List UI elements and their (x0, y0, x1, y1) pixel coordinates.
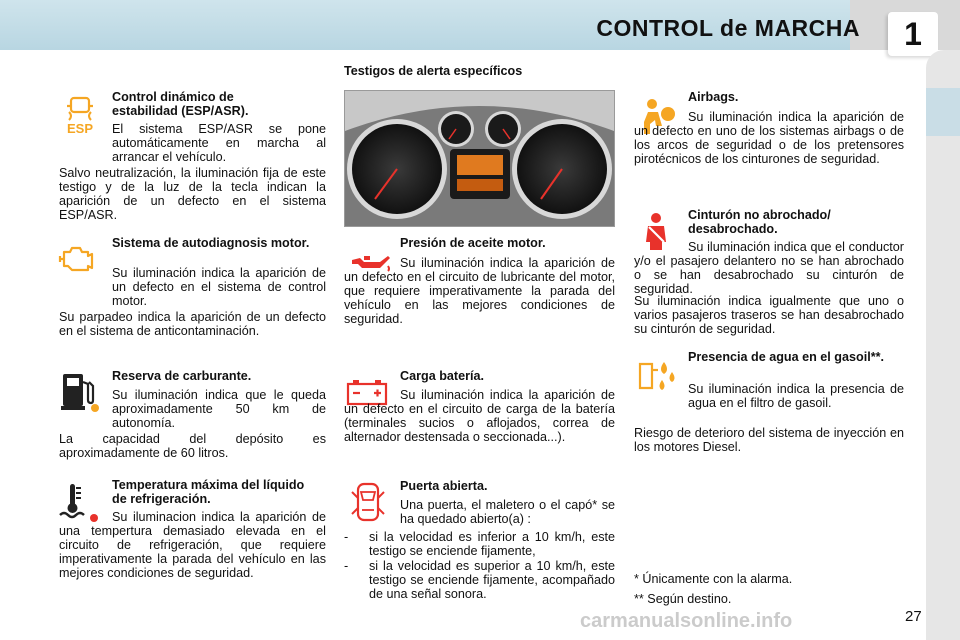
engine-body-1: Su iluminación indica la aparición de un defecto en el sistema de control motor. (112, 266, 326, 308)
door-body-1: Una puerta, el maletero o el capó* se ha quedado abierto(a) : (400, 498, 615, 526)
battery-body-1: Su iluminación indica la aparición de un defecto en el circuito de carga de la batería (terminales sucios o aflojados, correa de alternador destensada o seccionada...). (344, 388, 615, 444)
instrument-cluster-image (344, 90, 615, 227)
water-body-2: Riesgo de deterioro del sistema de inyección en los motores Diesel. (634, 426, 904, 454)
fuel-warning-icon (60, 370, 102, 414)
page-title: CONTROL de MARCHA (596, 15, 860, 41)
list-text: si la velocidad es inferior a 10 km/h, este testigo se enciende fijamente, (369, 530, 615, 558)
airbags-title: Airbags. (688, 90, 739, 104)
side-strip (926, 50, 960, 640)
water-in-diesel-icon (636, 358, 680, 392)
engine-body-2: Su parpadeo indica la aparición de un defecto en el sistema de anticontaminación. (59, 310, 326, 338)
esp-warning-icon (62, 96, 98, 136)
door-list-item (344, 530, 615, 558)
esp-body-2: Salvo neutralización, la iluminación fija de este testigo y de la luz de la tecla indican la aparición de un defecto en el sistema ESP/ASR. (59, 166, 326, 222)
footnote-destination: ** Según destino. (634, 592, 732, 606)
esp-icon-text: ESP (66, 121, 94, 136)
seatbelt-body-1: Su iluminación indica que el conductor y/o el pasajero delantero no se han abrochado o se han desabrochado su cinturón de seguridad. (634, 240, 904, 296)
water-title: Presencia de agua en el gasoil**. (688, 350, 884, 364)
water-body-1: Su iluminación indica la presencia de agua en el filtro de gasoil. (688, 382, 904, 410)
engine-warning-icon (58, 244, 98, 274)
seatbelt-body-2: Su iluminación indica igualmente que uno o varios pasajeros traseros se han desabrochado su cinturón de seguridad. (634, 294, 904, 336)
esp-title: Control dinámico de estabilidad (ESP/ASR). (112, 90, 249, 118)
coolant-body-1: Su iluminacion indica la aparición de una tempertura demasiado elevada en el circuito de refrigeración, que requiere imperativamente la parada del vehículo en las mejores condiciones de seguridad. (59, 510, 326, 580)
fuel-body-2: La capacidad del depósito es aproximadamente de 60 litros. (59, 432, 326, 460)
footnote-alarm: * Únicamente con la alarma. (634, 572, 793, 586)
chapter-number: 1 (888, 12, 938, 56)
page-number: 27 (905, 608, 922, 625)
fuel-body-1: Su iluminación indica que le queda aproximadamente 50 km de autonomía. (112, 388, 326, 430)
fuel-title: Reserva de carburante. (112, 369, 252, 383)
center-heading: Testigos de alerta específicos (344, 64, 523, 78)
door-list-item (344, 559, 615, 601)
engine-title: Sistema de autodiagnosis motor. (112, 236, 310, 250)
oil-body-1: Su iluminación indica la aparición de un defecto en el circuito de lubricante del motor, que requiere imperativamente la parada del vehículo en las mejores condiciones de seguridad. (344, 256, 615, 326)
list-dash: - (344, 530, 349, 544)
list-dash: - (344, 559, 349, 573)
airbags-body-1: Su iluminación indica la aparición de un defecto en uno de los sistemas airbags o de los arcos de seguridad o de los pretensores pirotécnicos de los cinturones de seguridad. (634, 110, 904, 166)
seatbelt-title: Cinturón no abrochado/ desabrochado. (688, 208, 831, 236)
door-open-icon (350, 480, 386, 524)
oil-title: Presión de aceite motor. (400, 236, 546, 250)
watermark: carmanualsonline.info (580, 610, 793, 632)
list-text: si la velocidad es superior a 10 km/h, este testigo se enciende fijamente, acompañado de una señal sonora. (369, 559, 615, 601)
esp-body-1: El sistema ESP/ASR se pone automáticamente en marcha al arrancar el vehículo. (112, 122, 326, 164)
side-strip-accent (926, 88, 960, 136)
battery-title: Carga batería. (400, 369, 484, 383)
door-title: Puerta abierta. (400, 479, 488, 493)
coolant-title: Temperatura máxima del líquido de refrigeración. (112, 478, 305, 506)
